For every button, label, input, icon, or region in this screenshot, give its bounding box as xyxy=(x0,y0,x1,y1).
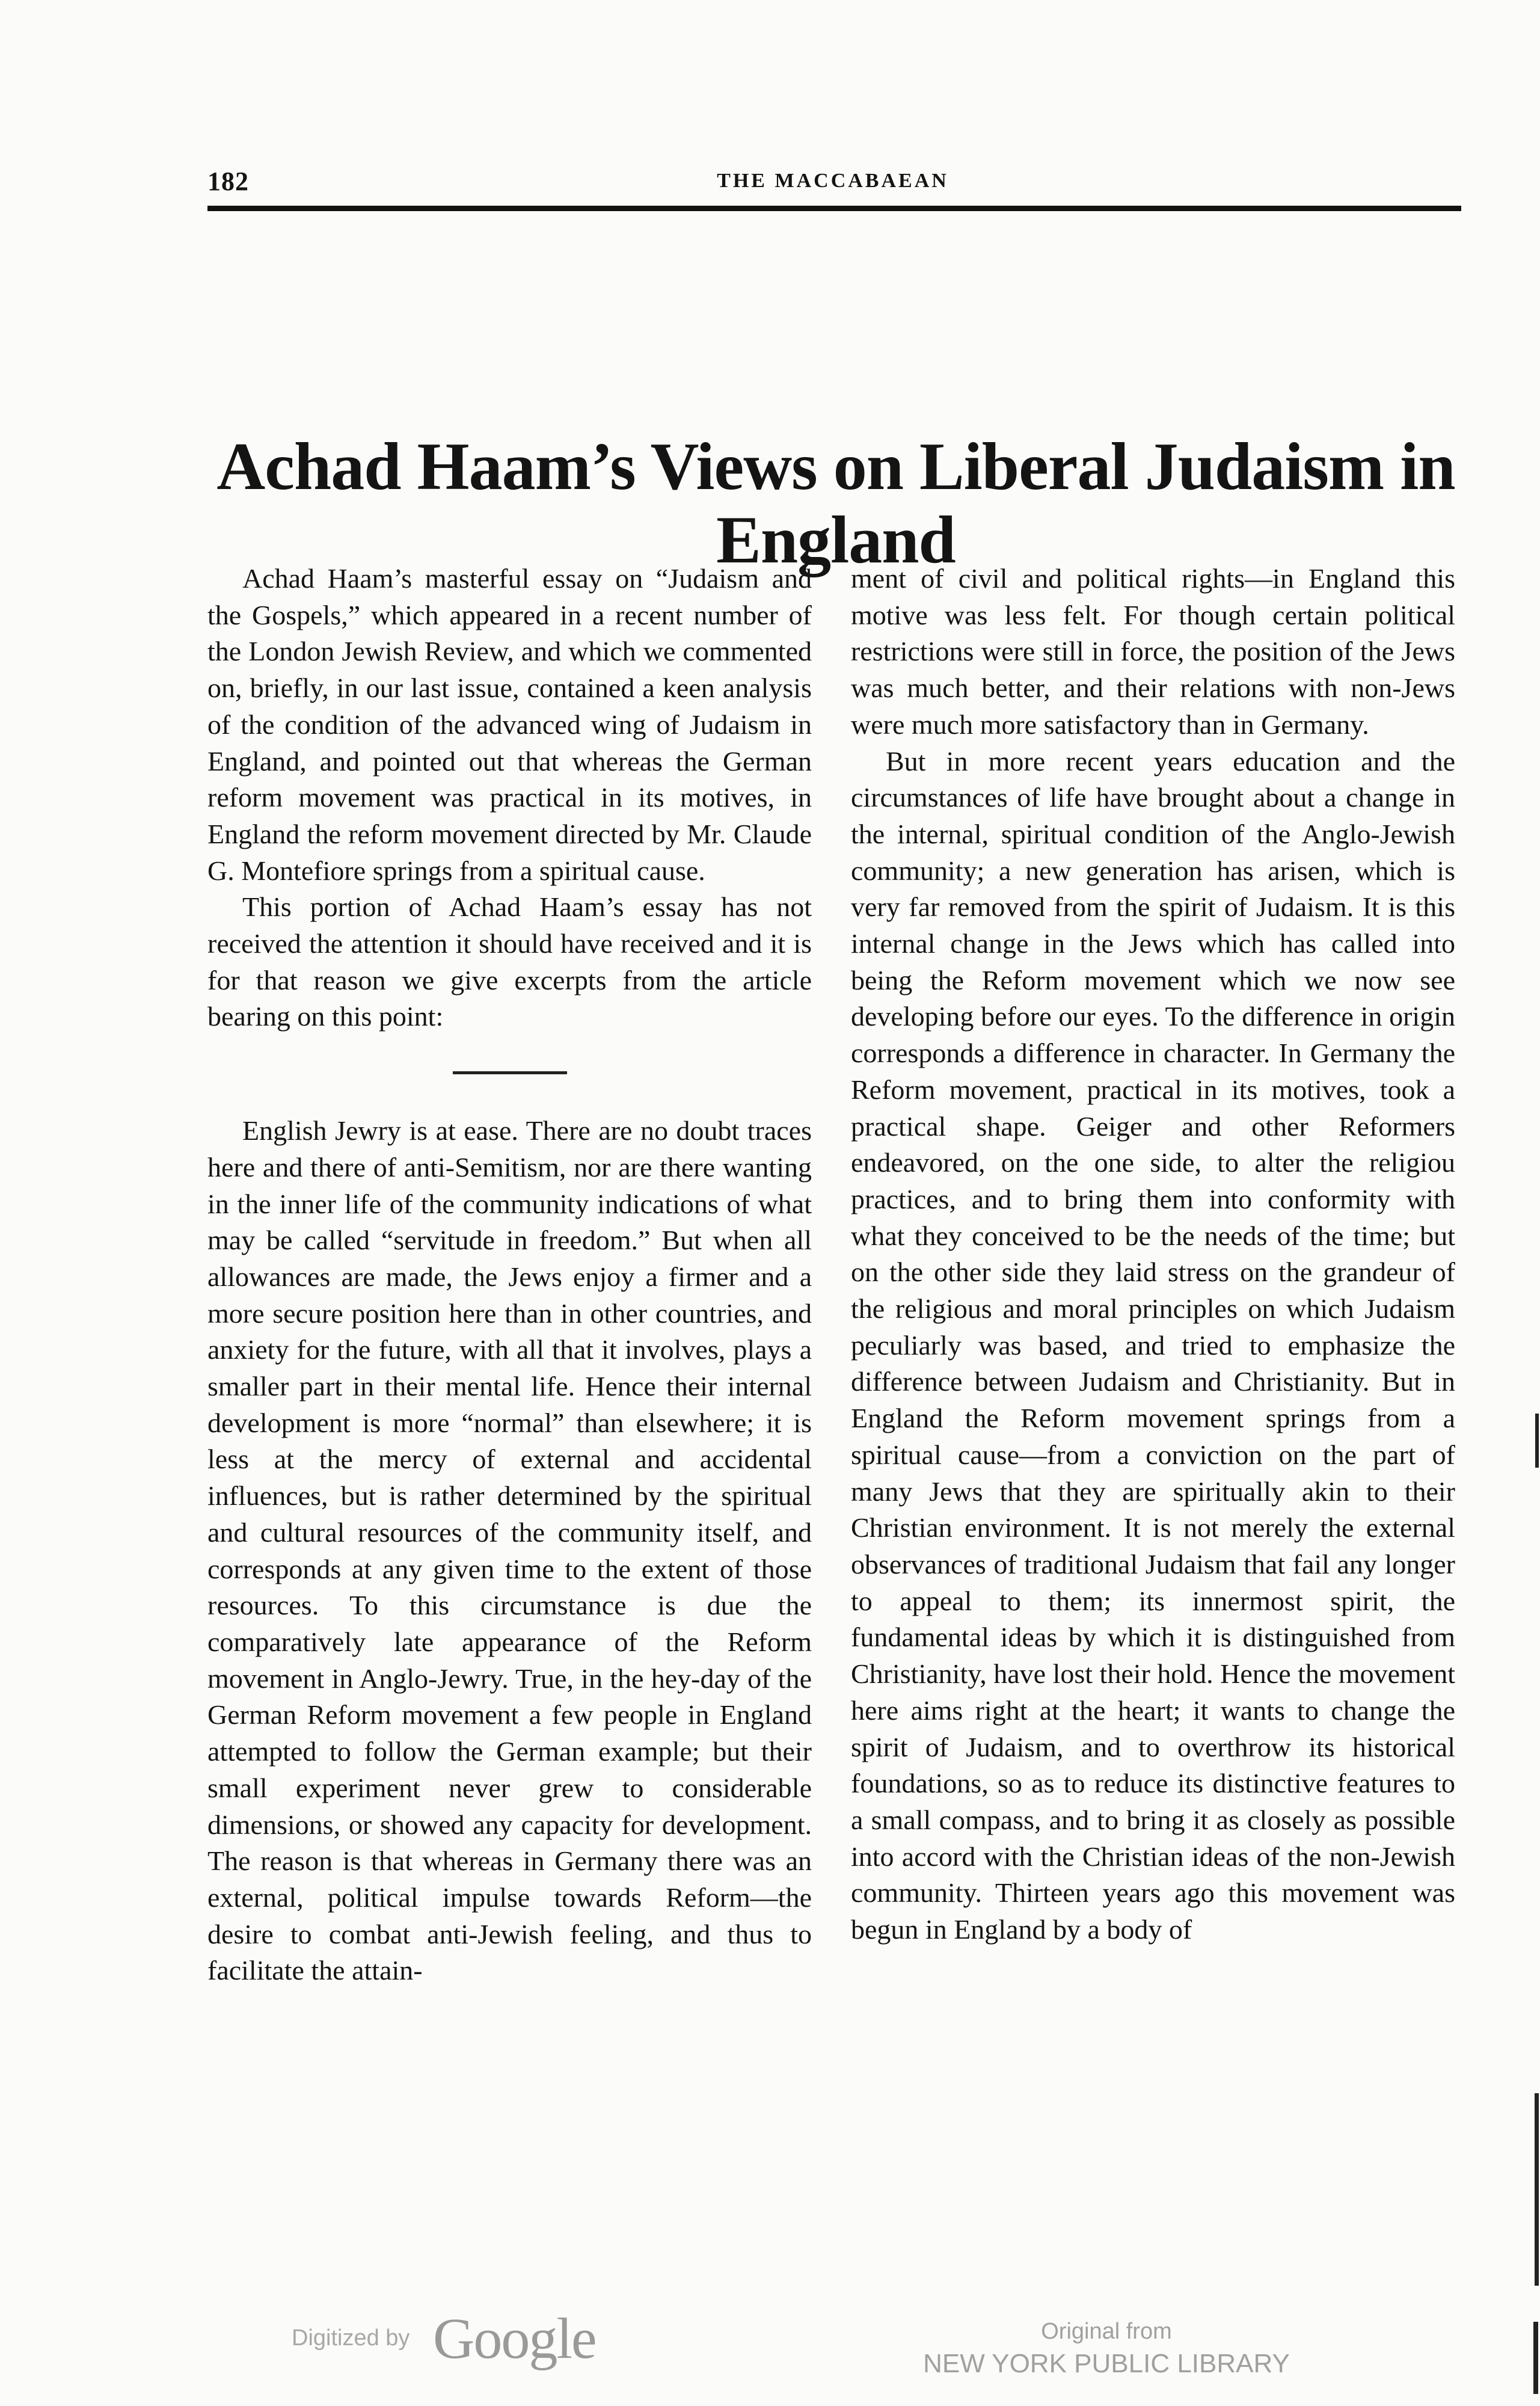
scan-edge-mark-2 xyxy=(1535,2093,1539,2286)
page-number: 182 xyxy=(207,167,249,196)
scan-edge-mark-3 xyxy=(1533,2322,1538,2394)
right-column xyxy=(851,561,1455,1948)
article-title: Achad Haam’s Views on Liberal Judaism in England xyxy=(216,429,1455,578)
intro-paragraph-1: Achad Haam’s masterful essay on “Judaism and the Gospels,” which appeared in a recent number of the London Jewish Review, and which we commented on, briefly, in our last issue, contained a keen analysis of the condition of the advanced wing of Judaism in England, and pointed out that whereas the German reform movement was practical in its motives, in England the reform movement directed by Mr. Claude G. Montefiore springs from a spiritual cause. xyxy=(207,563,812,886)
scan-edge-mark-1 xyxy=(1535,1414,1539,1468)
journal-name: THE MACCABAEAN xyxy=(717,170,949,192)
running-header xyxy=(207,161,1458,197)
excerpt-paragraph-2: But in more recent years education and the circumstances of life have brought about a change in the internal, spiritual condition of the Anglo-Jewish community; a new generation has arisen, which is very far removed from the spirit of Judaism. It is this internal change in the Jews which has called into being the Reform movement which we now see developing before our eyes. To the difference in origin corresponds a difference in character. In Germany the Reform movement, practical in its motives, took a practical shape. Geiger and other Reformers endeavored, on the one side, to alter the religiou practices, and to bring them into conformity with what they conceived to be the needs of the time; but on the other side they laid stress on the grandeur of the religious and moral principles on which Judaism peculiarly was based, and tried to emphasize the difference between Judaism and Christianity. But in England the Reform movement springs from a spiritual cause—from a conviction on the part of many Jews that they are spiritually akin to their Christian environment. It is not merely the external observances of traditional Judaism that fail any longer to appeal to them; its innermost spirit, the fundamental ideas by which it is distinguished from Christianity, have lost their hold. Hence the movement here aims right at the heart; it wants to change the spirit of Judaism, and to overthrow its historical foundations, so as to reduce its distinctive features to a small compass, and to bring it as closely as possible into accord with the Christian ideas of the non-Jewish community. Thirteen years ago this movement was begun in England by a body of xyxy=(851,745,1455,1945)
digitized-by-label: Digitized by xyxy=(292,2325,410,2351)
continued-paragraph: ment of civil and political rights—in England this motive was less felt. For though certain political restrictions were still in force, the position of the Jews was much better, and their relations with non-Jews were much more satisfactory than in Germany. xyxy=(851,563,1455,740)
original-from-label: Original from xyxy=(1041,2319,1172,2344)
section-divider xyxy=(453,1071,567,1074)
intro-paragraph-2: This portion of Achad Haam’s essay has not received the attention it should have received and it is for that reason we give excerpts from the article bearing on this point: xyxy=(207,891,812,1032)
library-name: NEW YORK PUBLIC LIBRARY xyxy=(923,2349,1290,2378)
excerpt-paragraph-1: English Jewry is at ease. There are no doubt traces here and there of anti-Semitism, nor are there wanting in the inner life of the community indications of what may be called “servitude in freedom.” But when all allowances are made, the Jews enjoy a firmer and a more secure position here than in other countries, and anxiety for the future, with all that it involves, plays a smaller part in their mental life. Hence their internal development is more “normal” than elsewhere; it is less at the mercy of external and accidental influences, but is rather determined by the spiritual and cultural resources of the community itself, and corresponds at any given time to the extent of those resources. To this circumstance is due the comparatively late appearance of the Reform movement in Anglo-Jewry. True, in the hey-day of the German Reform movement a few people in England attempted to follow the German example; but their small experiment never grew to considerable dimensions, or showed any capacity for development. The reason is that whereas in Germany there was an external, political impulse towards Reform—the desire to combat anti-Jewish feeling, and thus to facilitate the attain- xyxy=(207,1115,812,1986)
google-logo: Google xyxy=(433,2306,596,2371)
left-column xyxy=(207,561,812,1989)
header-rule xyxy=(207,206,1461,211)
